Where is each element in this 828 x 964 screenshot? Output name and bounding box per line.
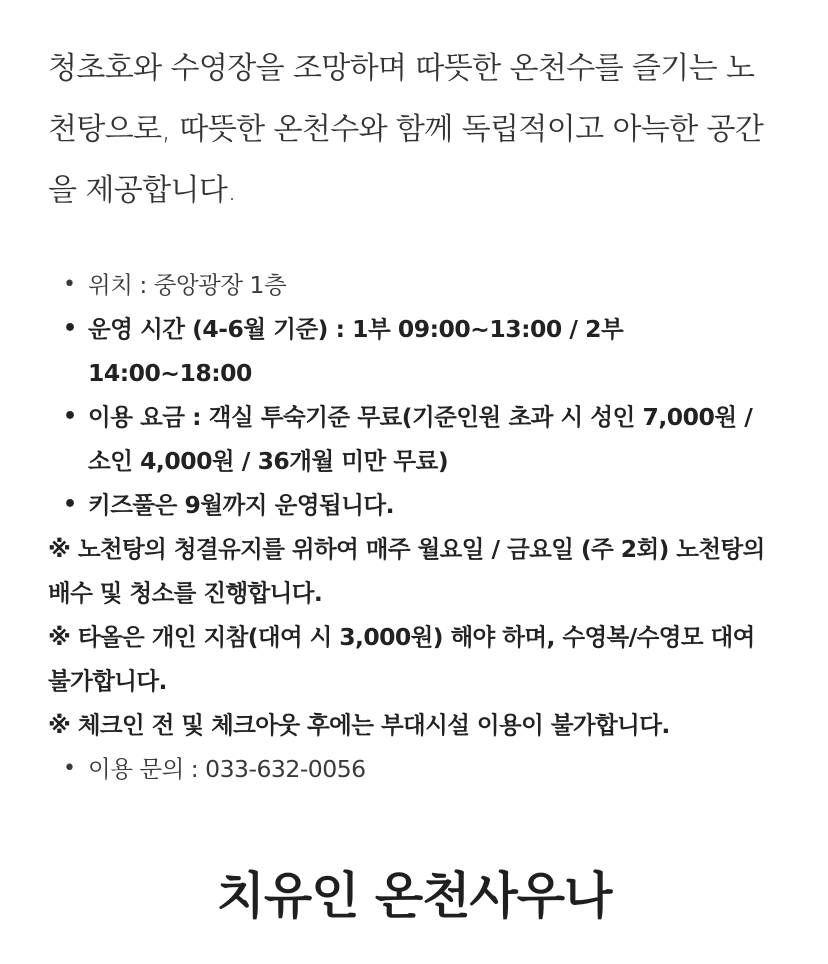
fee-text: 이용 요금 : 객실 투숙기준 무료(기준인원 초과 시 성인 7,000원 / 소인 4,000원 / 36개월 미만 무료) xyxy=(88,403,753,475)
intro-paragraph: 청초호와 수영장을 조망하며 따뜻한 온천수를 즐기는 노천탕으로, 따뜻한 온천수와 함께 독립적이고 아늑한 공간을 제공합니다. xyxy=(48,51,764,208)
bullet-icon: • xyxy=(63,756,76,781)
bullet-icon: • xyxy=(63,492,77,517)
fee-item xyxy=(48,395,780,483)
info-list xyxy=(48,263,780,791)
kids-pool-text: 키즈풀은 9월까지 운영됩니다. xyxy=(88,491,395,519)
contact-text: 이용 문의 : 033-632-0056 xyxy=(88,755,366,783)
notice-towel: ※ 타올은 개인 지참(대여 시 3,000원) 해야 하며, 수영복/수영모 대여 불가합니다. xyxy=(48,623,755,695)
location-item xyxy=(48,263,780,307)
notice-cleaning: ※ 노천탕의 청결유지를 위하여 매주 월요일 / 금요일 (주 2회) 노천탕의 배수 및 청소를 진행합니다. xyxy=(48,535,765,607)
notice-checkin: ※ 체크인 전 및 체크아웃 후에는 부대시설 이용이 불가합니다. xyxy=(48,711,670,739)
bullet-icon: • xyxy=(63,316,77,341)
bullet-icon: • xyxy=(63,404,77,429)
contact-item xyxy=(48,747,780,791)
hours-item xyxy=(48,307,780,395)
section-title: 치유인 온천사우나 xyxy=(216,867,612,925)
bullet-icon: • xyxy=(63,272,76,297)
hours-text: 운영 시간 (4-6월 기준) : 1부 09:00~13:00 / 2부 14:00~18:00 xyxy=(88,315,624,387)
location-text: 위치 : 중앙광장 1층 xyxy=(88,271,287,299)
kids-pool-item xyxy=(48,483,780,527)
